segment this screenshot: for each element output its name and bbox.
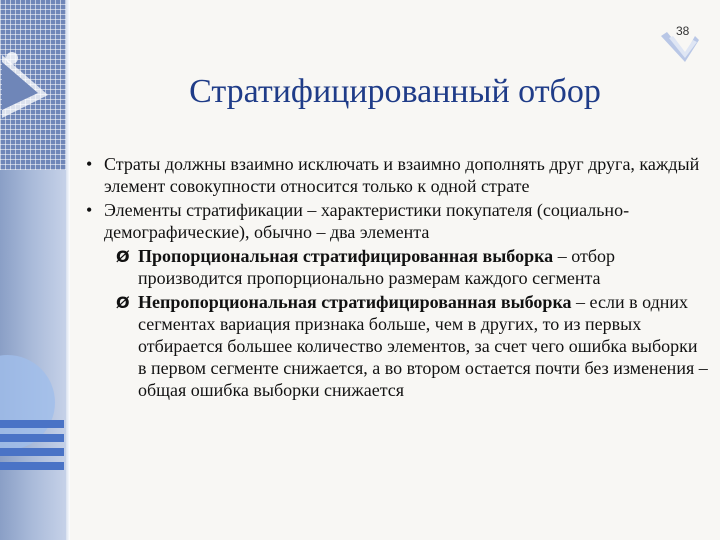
bullet-text: Элементы стратификации – характеристики покупателя (социально-демографические), обычно – два элемента <box>104 200 630 242</box>
decorative-sidebar <box>0 0 70 540</box>
bullet-marker: • <box>86 200 93 220</box>
slide-title: Стратифицированный отбор <box>189 73 601 110</box>
page-number: 38 <box>676 24 690 38</box>
bullet-item <box>86 153 710 197</box>
sub-bullet-term: Непропорциональная стратифицированная выборка <box>138 292 572 312</box>
bullet-text: Страты должны взаимно исключать и взаимно дополнять друг друга, каждый элемент совокупности относится только к одной страте <box>104 154 700 196</box>
sub-bullet-item <box>116 291 710 401</box>
sub-bullet-term: Пропорциональная стратифицированная выборка <box>138 246 554 266</box>
sub-bullet-text: – если в одних сегментах вариация признака больше, чем в других, то из первых отбирается большее количество элементов, за счет чего ошибка выборки в первом сегменте снижается, а во втором остается почти без изменения – общая ошибка выборки снижается <box>138 292 708 400</box>
decorative-bars <box>0 420 64 476</box>
sub-bullet-item <box>116 245 710 289</box>
compass-triangle-icon <box>0 0 70 170</box>
bullet-marker: • <box>86 154 93 174</box>
sub-bullet-text: – отбор производится пропорционально размерам каждого сегмента <box>138 246 615 288</box>
arrow-marker: Ø <box>116 247 130 266</box>
arrow-marker: Ø <box>116 293 130 312</box>
slide-content <box>86 153 710 403</box>
bullet-item <box>86 199 710 243</box>
